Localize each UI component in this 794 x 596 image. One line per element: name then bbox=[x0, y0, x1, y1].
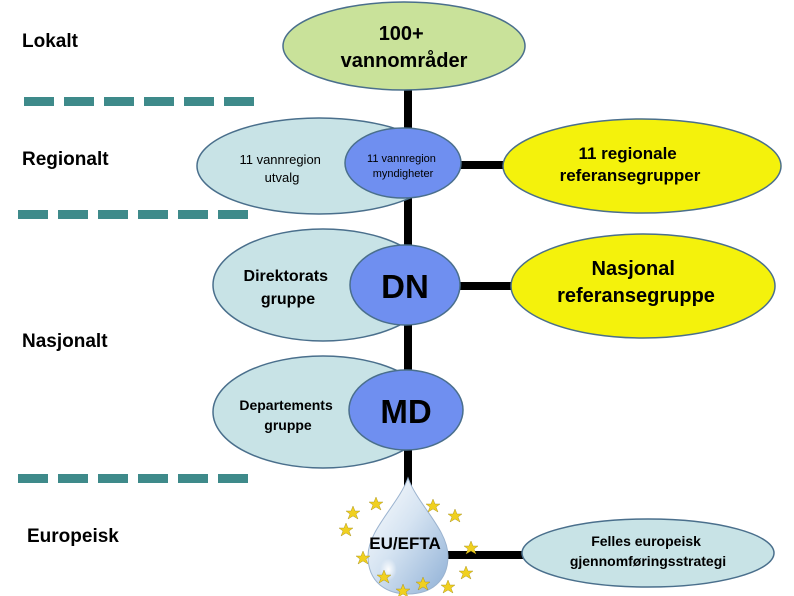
divider-3 bbox=[18, 474, 248, 483]
node-regionale-ref-line2: referansegrupper bbox=[559, 166, 701, 185]
node-region-myndigheter-line2: myndigheter bbox=[372, 168, 434, 180]
node-vannomrader-line2: vannområder bbox=[340, 50, 468, 72]
node-dn-label: DN bbox=[381, 268, 429, 305]
divider-1 bbox=[24, 97, 254, 106]
level-nasjonalt: Nasjonalt bbox=[22, 331, 108, 352]
node-direktorats-line1: Direktorats bbox=[243, 268, 329, 285]
node-vannomrader bbox=[283, 2, 525, 90]
node-region-utvalg-line2: utvalg bbox=[264, 170, 300, 185]
node-departements-line1: Departements bbox=[239, 397, 333, 413]
node-region-utvalg-line1: 11 vannregion bbox=[239, 152, 321, 167]
level-europeisk: Europeisk bbox=[27, 526, 119, 547]
divider-2 bbox=[18, 210, 248, 219]
node-md-label: MD bbox=[380, 393, 432, 430]
node-felles-line1: Felles europeisk bbox=[591, 533, 701, 549]
node-vannomrader-line1: 100+ bbox=[378, 23, 424, 45]
node-nasjonal-ref-line1: Nasjonal bbox=[591, 258, 675, 280]
node-felles-line2: gjennomføringsstrategi bbox=[569, 553, 727, 569]
level-regionalt: Regionalt bbox=[22, 149, 109, 170]
node-direktorats-line2: gruppe bbox=[260, 291, 316, 308]
node-eu-efta-label: EU/EFTA bbox=[369, 534, 441, 553]
level-lokalt: Lokalt bbox=[22, 31, 78, 52]
node-nasjonal-ref-line2: referansegruppe bbox=[557, 285, 715, 307]
node-regionale-ref-line1: 11 regionale bbox=[578, 144, 677, 163]
node-region-myndigheter-line1: 11 vannregion bbox=[367, 153, 436, 165]
node-departements-line2: gruppe bbox=[264, 417, 312, 433]
